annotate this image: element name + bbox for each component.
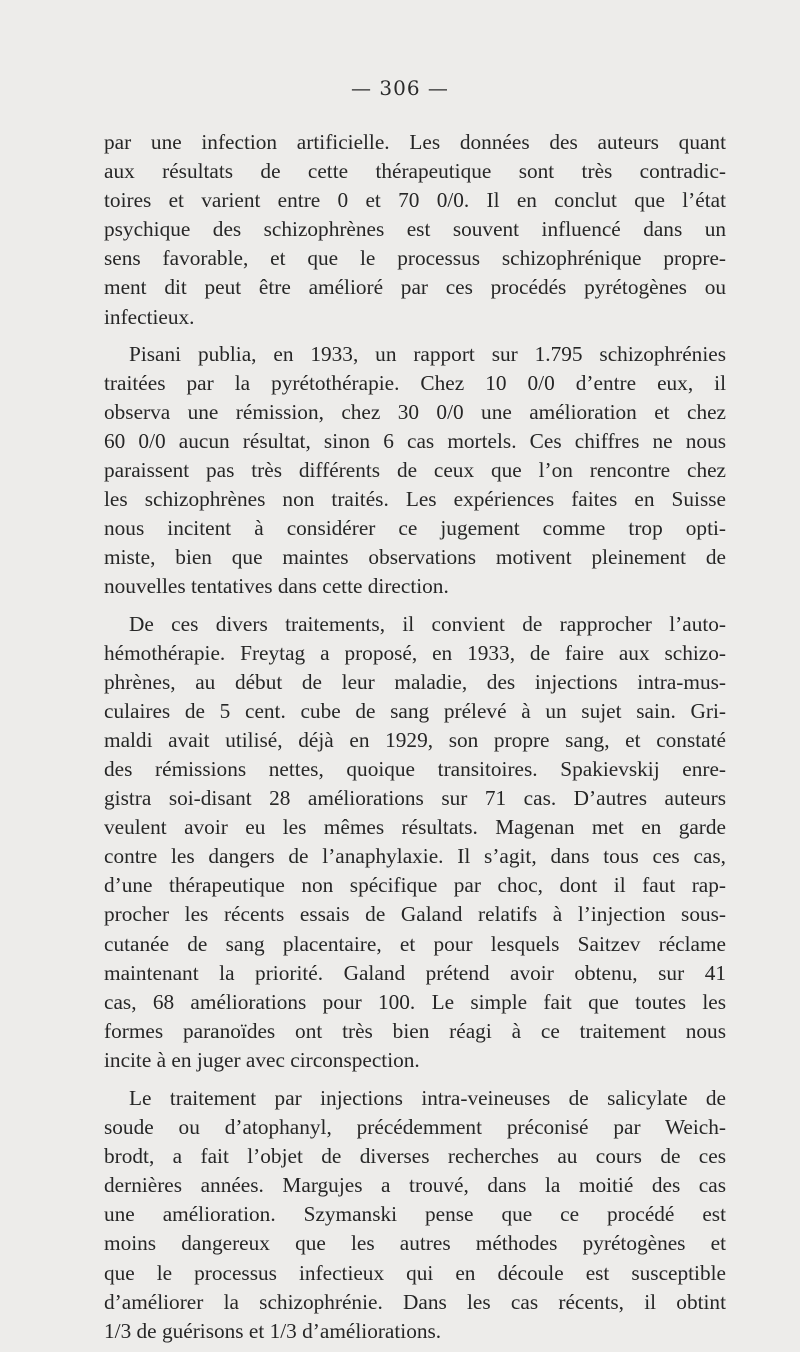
body-text [104,128,726,1346]
paragraph-1 [104,128,726,332]
text-line: Pisani publia, en 1933, un rapport sur 1.795 schizophrénies [129,341,726,366]
paragraph-2 [104,340,726,602]
text-line: phrènes, au début de leur maladie, des injections intra-mus- [104,669,726,694]
text-line: paraissent pas très différents de ceux que l’on rencontre chez [104,458,726,483]
text-line: moins dangereux que les autres méthodes pyrétogènes et [104,1231,726,1256]
text-line: dernières années. Margujes a trouvé, dans la moitié des cas [104,1173,726,1198]
text-line: Le traitement par injections intra-veineuses de salicylate de [129,1086,726,1110]
text-line: De ces divers traitements, il convient de rapprocher l’auto- [129,611,726,636]
text-line: psychique des schizophrènes est souvent influencé dans un [104,217,726,242]
text-line: hémothérapie. Freytag a proposé, en 1933, de faire aux schizo- [104,640,726,665]
text-line: aux résultats de cette thérapeutique sont très contradic- [104,159,726,184]
text-line: incite à en juger avec circonspection. [104,1047,420,1072]
text-line: miste, bien que maintes observations motivent pleinement de [104,545,726,570]
text-line: traitées par la pyrétothérapie. Chez 10 0/0 d’entre eux, il [104,370,726,395]
text-line: une amélioration. Szymanski pense que ce procédé est [104,1202,726,1227]
text-line: d’améliorer la schizophrénie. Dans les cas récents, il obtint [104,1289,726,1314]
text-line: ment dit peut être amélioré par ces procédés pyrétogènes ou [104,275,726,300]
text-line: culaires de 5 cent. cube de sang prélevé à un sujet sain. Gri- [104,698,726,723]
text-line: des rémissions nettes, quoique transitoires. Spakievskij enre- [104,756,726,781]
text-line: contre les dangers de l’anaphylaxie. Il s’agit, dans tous ces cas, [104,844,726,869]
text-line: d’une thérapeutique non spécifique par choc, dont il faut rap- [104,873,726,898]
text-line: les schizophrènes non traités. Les expériences faites en Suisse [104,487,726,512]
text-line: observa une rémission, chez 30 0/0 une amélioration et chez [104,399,726,424]
paragraph-3 [104,610,726,1076]
text-line: que le processus infectieux qui en découle est susceptible [104,1260,726,1285]
text-line: par une infection artificielle. Les données des auteurs quant [104,130,726,154]
text-line: procher les récents essais de Galand relatifs à l’injection sous- [104,902,726,927]
text-line: brodt, a fait l’objet de diverses recherches au cours de ces [104,1144,726,1169]
text-line: cutanée de sang placentaire, et pour lesquels Saitzev réclame [104,931,726,956]
text-line: maldi avait utilisé, déjà en 1929, son propre sang, et constaté [104,727,726,752]
text-line: veulent avoir eu les mêmes résultats. Magenan met en garde [104,815,726,840]
text-line: sens favorable, et que le processus schizophrénique propre- [104,246,726,271]
text-line: nous incitent à considérer ce jugement comme trop opti- [104,516,726,541]
text-line: soude ou d’atophanyl, précédemment préconisé par Weich- [104,1115,726,1140]
text-line: 1/3 de guérisons et 1/3 d’améliorations. [104,1318,442,1343]
paragraph-4 [104,1084,726,1346]
text-line: gistra soi-disant 28 améliorations sur 71 cas. D’autres auteurs [104,786,726,811]
page-number: — 306 — [351,76,449,100]
text-line: formes paranoïdes ont très bien réagi à ce traitement nous [104,1018,726,1043]
text-line: toires et varient entre 0 et 70 0/0. Il en conclut que l’état [104,188,726,213]
text-line: nouvelles tentatives dans cette direction. [104,574,449,599]
text-line: cas, 68 améliorations pour 100. Le simple fait que toutes les [104,989,726,1014]
text-line: infectieux. [104,304,195,329]
text-line: 60 0/0 aucun résultat, sinon 6 cas mortels. Ces chiffres ne nous [104,428,726,453]
text-line: maintenant la priorité. Galand prétend avoir obtenu, sur 41 [104,960,726,985]
